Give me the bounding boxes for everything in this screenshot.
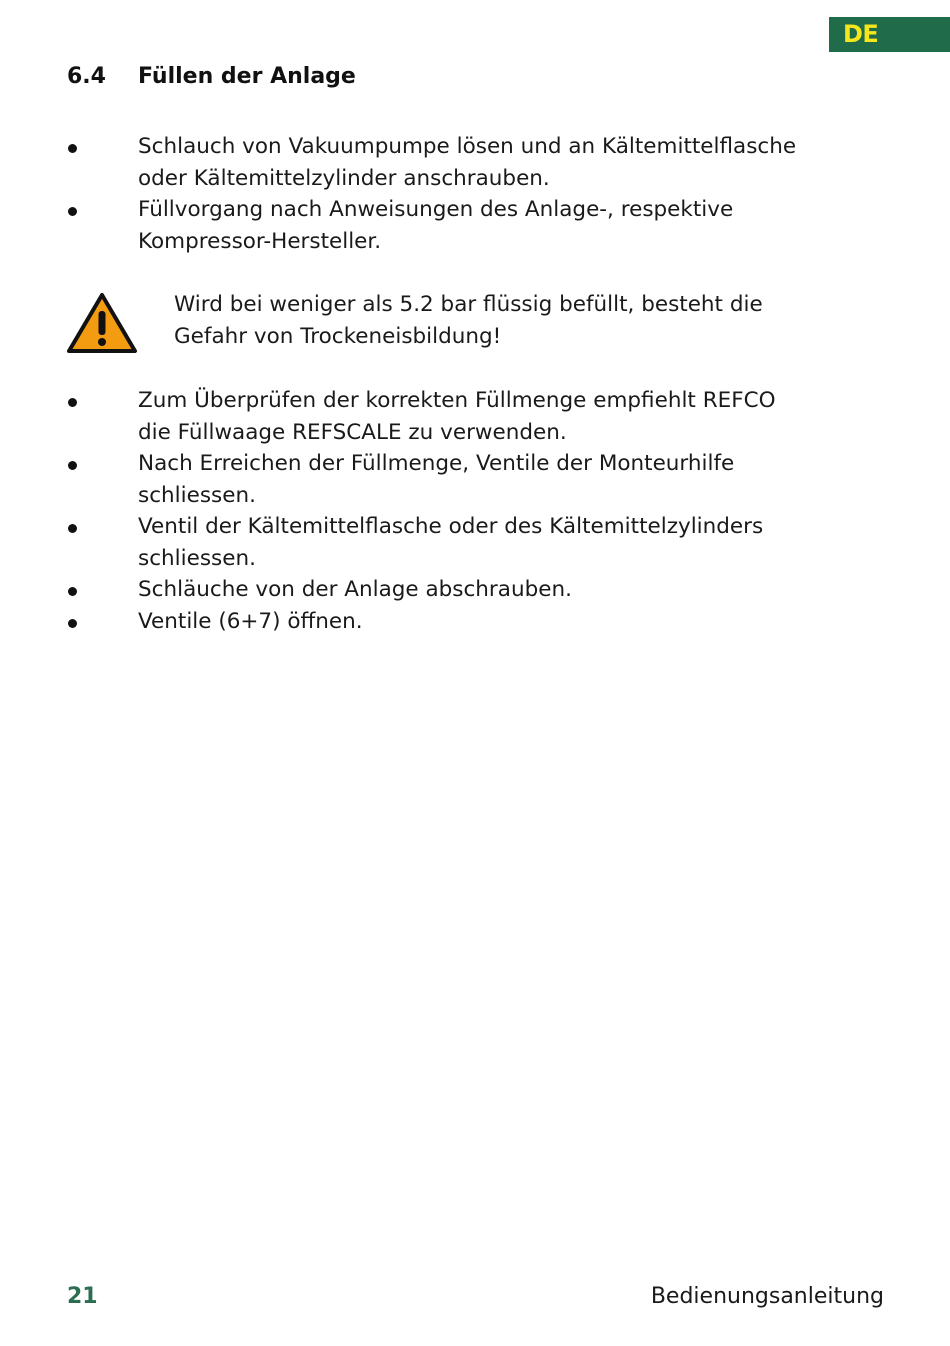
warning-line: Gefahr von Trockeneisbildung!	[174, 323, 502, 349]
warning-triangle-icon	[66, 291, 138, 355]
language-tab	[829, 17, 950, 52]
list-item-line: schliessen.	[138, 545, 256, 571]
section-title: Füllen der Anlage	[138, 64, 356, 89]
bullet-icon	[68, 398, 77, 407]
warning-text	[174, 289, 763, 352]
list-item	[67, 194, 796, 257]
warning-notice	[66, 289, 866, 359]
list-item-line: Schlauch von Vakuumpumpe lösen und an Kältemittelflasche	[138, 134, 797, 159]
list-item-line: Zum Überprüfen der korrekten Füllmenge empfiehlt REFCO	[138, 388, 776, 413]
list-item-line: Nach Erreichen der Füllmenge, Ventile der Monteurhilfe	[138, 451, 735, 476]
list-item	[67, 606, 776, 638]
bullet-icon	[68, 144, 77, 153]
bullet-icon	[68, 587, 77, 596]
steps-list-before-warning	[67, 131, 796, 257]
list-item	[67, 511, 776, 574]
footer-title: Bedienungsanleitung	[650, 1284, 884, 1309]
bullet-icon	[68, 207, 77, 216]
list-item-line: Kompressor-Hersteller.	[138, 228, 382, 254]
language-tab-label: DE	[843, 20, 879, 48]
page-number: 21	[67, 1284, 98, 1309]
warning-line: Wird bei weniger als 5.2 bar flüssig befüllt, besteht die	[174, 292, 763, 317]
list-item	[67, 448, 776, 511]
section-number: 6.4	[67, 64, 106, 89]
list-item	[67, 574, 776, 606]
list-item-line: oder Kältemittelzylinder anschrauben.	[138, 165, 550, 191]
section-heading	[67, 64, 356, 89]
list-item-line: die Füllwaage REFSCALE zu verwenden.	[138, 419, 567, 445]
steps-list-after-warning	[67, 385, 776, 637]
list-item-line: schliessen.	[138, 482, 256, 508]
list-item-line: Ventile (6+7) öffnen.	[138, 608, 363, 634]
list-item-line: Schläuche von der Anlage abschrauben.	[138, 577, 572, 602]
list-item-line: Füllvorgang nach Anweisungen des Anlage-, respektive	[138, 197, 734, 222]
list-item	[67, 385, 776, 448]
bullet-icon	[68, 461, 77, 470]
bullet-icon	[68, 619, 77, 628]
list-item-line: Ventil der Kältemittelflasche oder des Kältemittelzylinders	[138, 514, 764, 539]
bullet-icon	[68, 524, 77, 533]
list-item	[67, 131, 796, 194]
